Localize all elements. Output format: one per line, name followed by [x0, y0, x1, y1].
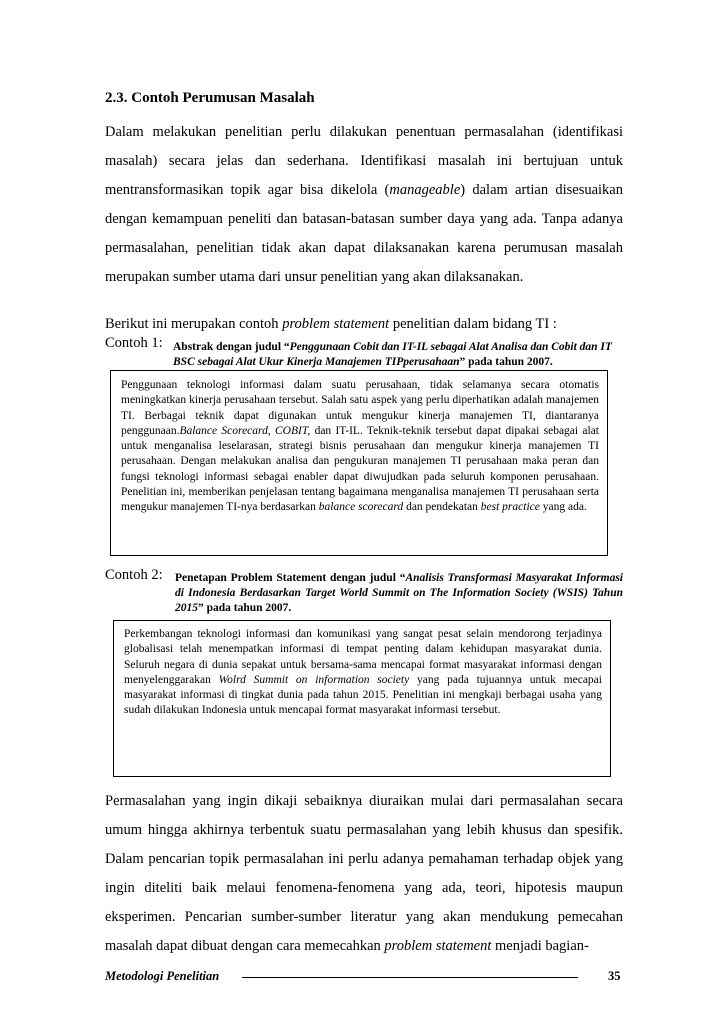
example-1-title — [173, 340, 623, 370]
example-2-title — [175, 571, 623, 616]
abstract-1-italic-2: balance scorecard — [318, 501, 404, 514]
intro-text-2: ) dalam artian disesuaikan dengan kemampuan peneliti dan batasan-batasan sumber daya yang ada. Tanpa adanya permasalahan, penelitian tidak akan dapat dilaksanakan karena perumusan masalah merupakan sumber utama dari unsur penelitian yang akan dilaksanakan. — [105, 182, 623, 285]
example-1-title-italic: Penggunaan Cobit dan IT-IL sebagai Alat Analisa dan Cobit dan IT BSC sebagai Alat Ukur Kinerja Manajemen TIPperusahaan — [173, 341, 612, 368]
example-1-abstract-text — [121, 378, 599, 516]
example-1-title-prefix: Abstrak dengan judul “ — [173, 341, 290, 353]
examples-intro-italic: problem statement — [282, 316, 390, 332]
example-2-label: Contoh 2: — [105, 567, 163, 583]
footer-title: Metodologi Penelitian — [105, 969, 220, 983]
closing-text-2: menjadi bagian- — [491, 938, 589, 954]
example-2-title-italic: Analisis Transformasi Masyarakat Informasi di Indonesia Berdasarkan Target World Summit on The Information Society (WSIS) Tahun 2015 — [175, 572, 623, 614]
examples-intro-paragraph — [105, 310, 623, 339]
examples-intro-text-2: penelitian dalam bidang TI : — [389, 316, 557, 332]
example-1-label: Contoh 1: — [105, 335, 163, 351]
example-2-title-suffix: ” pada tahun 2007. — [198, 602, 292, 614]
abstract-1-text-4: yang ada. — [539, 501, 587, 514]
intro-italic-term: manageable — [389, 182, 461, 198]
abstract-1-italic-1: Balance Scorecard, COBIT, — [179, 424, 311, 437]
page-number: 35 — [608, 969, 621, 983]
closing-paragraph — [105, 787, 623, 961]
closing-text-1: Permasalahan yang ingin dikaji sebaiknya diuraikan mulai dari permasalahan secara umum hingga akhirnya terbentuk suatu permasalahan yang lebih khusus dan spesifik. Dalam pencarian topik permasalahan ini perlu adanya pemahaman terhadap objek yang ingin diteliti baik melaui fenomena-fenomena yang ada, teori, hipotesis maupun eksperimen. Pencarian sumber-sumber literatur yang akan mendukung pemecahan masalah dapat dibuat dengan cara memecahkan — [105, 793, 623, 954]
abstract-1-text-1: Penggunaan teknologi informasi dalam suatu perusahaan, tidak selamanya secara otomatis meningkatkan kinerja perusahaan tersebut. Salah satu aspek yang perlu diperhatikan adalah manajemen TI. Berbagai teknik dapat digunakan untuk mengukur kinerja manajemen TI, diantaranya penggunaan. — [121, 379, 599, 437]
example-1-abstract-box — [110, 370, 608, 556]
section-heading: 2.3. Contoh Perumusan Masalah — [105, 90, 315, 106]
statement-2-italic: Wolrd Summit on information society — [218, 673, 410, 686]
example-1-title-suffix: ” pada tahun 2007. — [459, 356, 553, 368]
statement-2-text-2: yang pada tujuannya untuk mecapai masyarakat informasi di tingkat dunia pada tahun 2015. Penelitian ini mengkaji berbagai usaha yang sudah dilakukan Indonesia untuk mencapai format masyarakat informasi tersebut. — [124, 673, 602, 717]
abstract-1-italic-3: best practice — [480, 501, 540, 514]
closing-italic: problem statement — [384, 938, 492, 954]
example-2-statement-box — [113, 620, 611, 777]
example-2-statement-text — [124, 627, 602, 719]
footer-divider — [242, 977, 578, 978]
statement-2-text-1: Perkembangan teknologi informasi dan komunikasi yang sangat pesat selain mendorong terjadinya globalisasi telah menempatkan informasi di tempat penting dalam kehidupan masyarakat dunia. Seluruh negara di dunia sepakat untuk bersama-sama mencapai format masyarakat informasi dengan menyelenggarakan — [124, 628, 602, 686]
intro-text-1: Dalam melakukan penelitian perlu dilakukan penentuan permasalahan (identifikasi masalah) secara jelas dan sederhana. Identifikasi masalah ini bertujuan untuk mentransformasikan topik agar bisa dikelola ( — [105, 124, 623, 198]
abstract-1-text-2: dan IT-IL. Teknik-teknik tersebut dapat dipakai sebagai alat untuk menganalisa leselarasan, strategi bisnis perusahaan dan mengukur kinerja manajemen TI perusahaan. Dengan melakukan analisa dan pengukuran manajemen TI perusahaan maka peran dan fungsi teknologi informasi sebagai enabler dapat diwujudkan pada seluruh komponen perusahaan. Penelitian ini, memberikan penjelasan tentang bagaimana menganalisa manajemen TI perusahaan serta mengukur manajemen TI-nya berdasarkan — [121, 424, 599, 514]
examples-intro-text-1: Berikut ini merupakan contoh — [105, 316, 283, 332]
abstract-1-text-3: dan pendekatan — [403, 501, 481, 514]
example-2-title-prefix: Penetapan Problem Statement dengan judul “ — [175, 572, 406, 584]
intro-paragraph — [105, 118, 623, 292]
